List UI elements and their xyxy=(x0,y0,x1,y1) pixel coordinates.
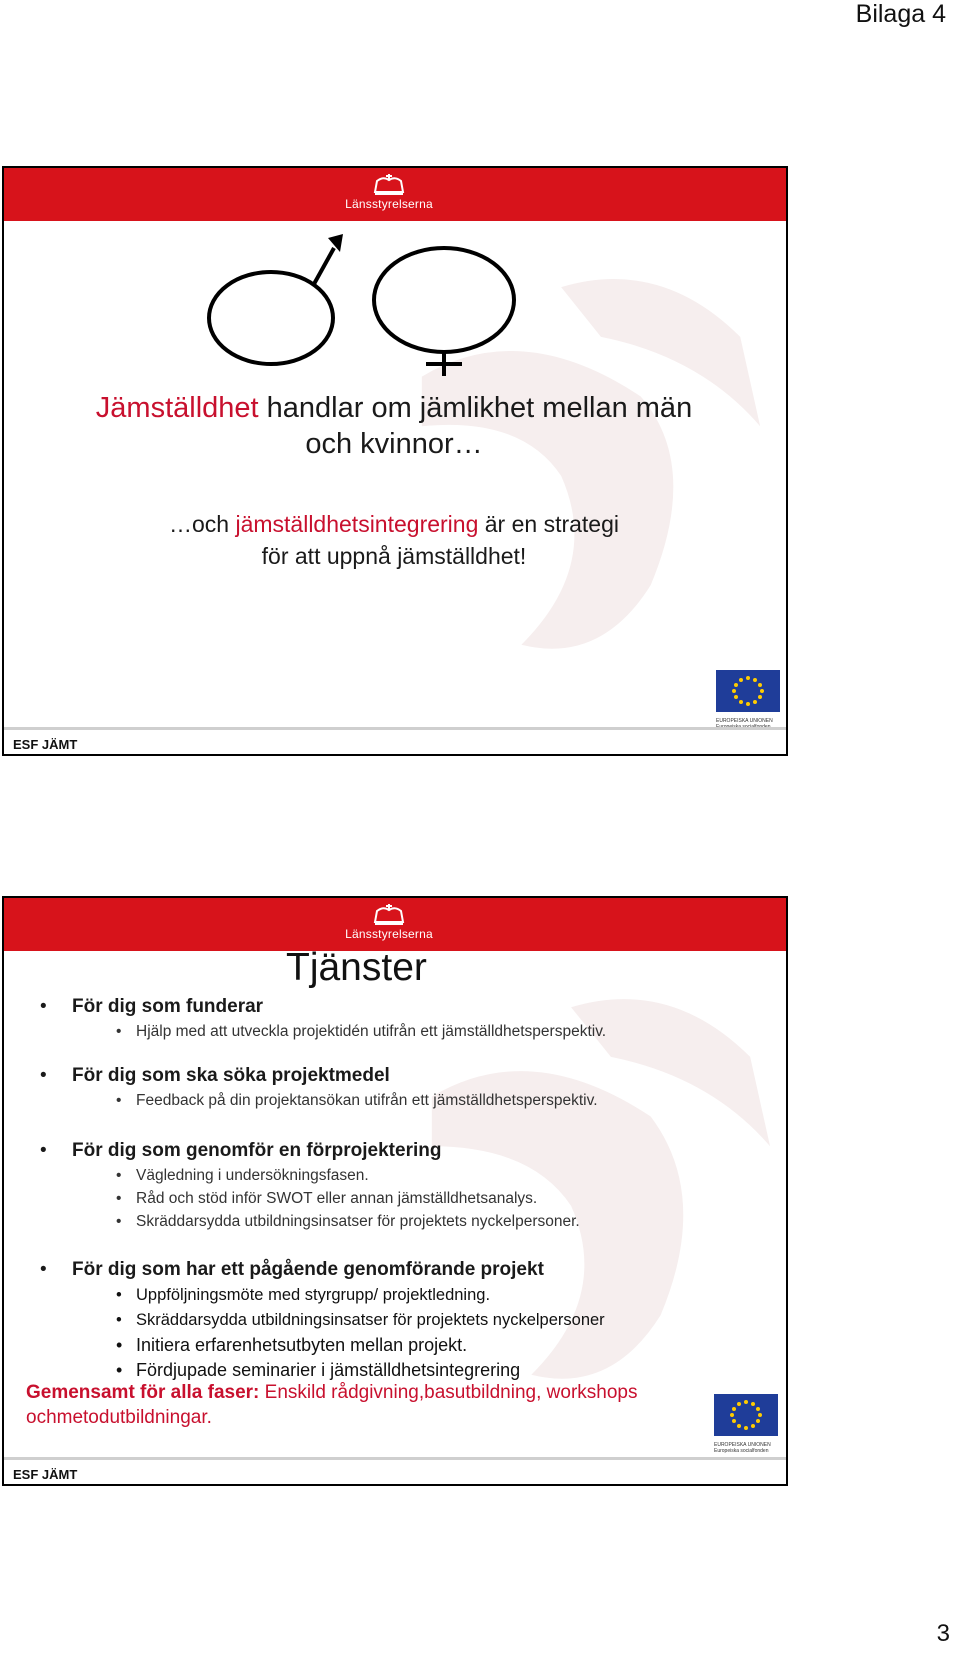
footer-label: ESF JÄMT xyxy=(13,737,78,752)
eu-text-union: EUROPEISKA UNIONEN xyxy=(716,718,773,724)
service-item: • Feedback på din projektansökan utifrån ett jämställdhetsperspektiv. xyxy=(72,1089,774,1112)
summary-content: Enskild rådgivning,basutbildning, workshops ochmetodutbildningar. xyxy=(26,1382,638,1428)
category-heading: För dig som genomför en förprojektering xyxy=(72,1140,442,1161)
eu-logo xyxy=(716,670,780,730)
subline-highlight: jämställdhetsintegrering xyxy=(235,511,479,537)
headline-text: handlar om jämlikhet mellan män xyxy=(258,392,693,424)
service-item: • Uppföljningsmöte med styrgrupp/ projektledning. xyxy=(72,1283,774,1308)
headline-line2: och kvinnor… xyxy=(305,428,483,460)
subline xyxy=(44,508,744,572)
service-item: • Fördjupade seminarier i jämställdhetsintegrering xyxy=(72,1358,774,1383)
service-item: • Skräddarsydda utbildningsinsatser för projektets nyckelpersoner. xyxy=(72,1210,774,1233)
service-category xyxy=(34,1063,774,1112)
eu-logo xyxy=(714,1394,778,1454)
crown-icon xyxy=(369,902,409,926)
category-heading: För dig som har ett pågående genomförande projekt xyxy=(72,1259,544,1280)
page-number: 3 xyxy=(936,1620,950,1647)
logo-text: Länsstyrelserna xyxy=(345,197,433,211)
headline xyxy=(44,390,744,462)
eu-text-union: EUROPEISKA UNIONEN xyxy=(714,1442,771,1448)
page-label: Bilaga 4 xyxy=(855,0,946,28)
service-item: • Skräddarsydda utbildningsinsatser för projektets nyckelpersoner xyxy=(72,1308,774,1333)
slide-title: Tjänster xyxy=(286,946,427,989)
category-heading: För dig som funderar xyxy=(72,996,264,1017)
category-heading: För dig som ska söka projektmedel xyxy=(72,1065,390,1086)
subline-prefix: …och xyxy=(168,511,236,537)
gender-symbols-icon xyxy=(204,228,524,378)
service-category xyxy=(34,994,774,1043)
eu-text-fund: Europeiska socialfonden xyxy=(714,1448,769,1454)
lansstyrelserna-logo xyxy=(339,902,439,948)
service-item: • Råd och stöd inför SWOT eller annan jämställdhetsanalys. xyxy=(72,1187,774,1210)
footer-bar xyxy=(4,727,786,754)
lansstyrelserna-logo xyxy=(339,172,439,218)
summary-text xyxy=(26,1380,646,1430)
logo-text: Länsstyrelserna xyxy=(345,927,433,941)
service-category xyxy=(34,1138,774,1233)
services-list xyxy=(34,994,774,1383)
subline-text: är en strategi xyxy=(478,511,620,537)
eu-text-fund: Europeiska socialfonden xyxy=(716,724,771,730)
summary-label: Gemensamt för alla faser: xyxy=(26,1382,260,1403)
subline-line2: för att uppnå jämställdhet! xyxy=(261,543,527,569)
footer-label: ESF JÄMT xyxy=(13,1467,78,1482)
service-item: • Hjälp med att utveckla projektidén utifrån ett jämställdhetsperspektiv. xyxy=(72,1020,774,1043)
eu-flag-icon xyxy=(714,1394,778,1436)
slide-services xyxy=(2,896,788,1486)
eu-flag-icon xyxy=(716,670,780,712)
service-category xyxy=(34,1257,774,1383)
slide-equality xyxy=(2,166,788,756)
headline-highlight: Jämställdhet xyxy=(95,392,259,424)
crown-icon xyxy=(369,172,409,196)
footer-bar xyxy=(4,1457,786,1484)
service-item: • Initiera erfarenhetsutbyten mellan projekt. xyxy=(72,1333,774,1358)
service-item: • Vägledning i undersökningsfasen. xyxy=(72,1164,774,1187)
